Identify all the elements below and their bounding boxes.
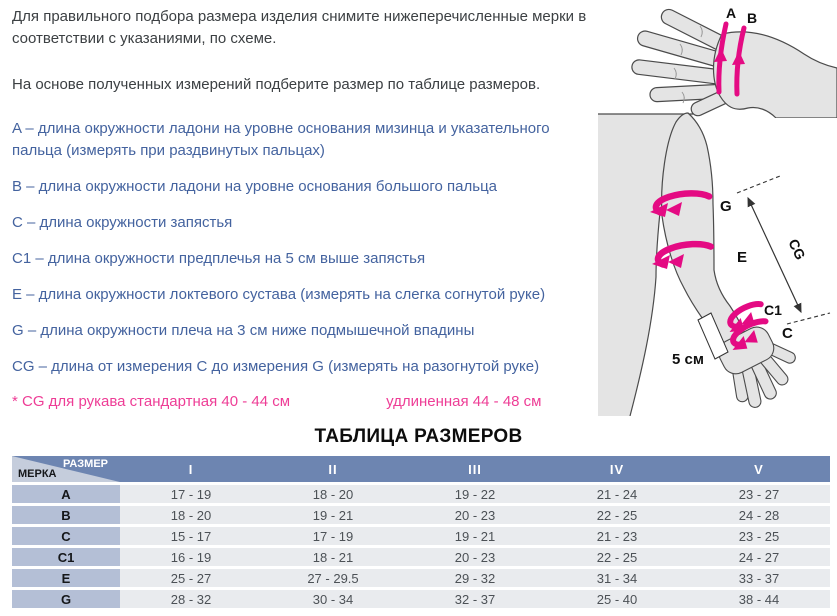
column-header-II: II xyxy=(262,456,404,482)
hand-label-a: A xyxy=(726,5,737,21)
intro-block xyxy=(12,6,602,96)
size-value-cell: 31 - 34 xyxy=(546,569,688,587)
table-row xyxy=(12,590,830,608)
measurement-item-a: A – длина окружности ладони на уровне основания мизинца и указательного пальца (измерять при раздвинутых пальцах) xyxy=(12,120,550,159)
size-value-cell: 32 - 37 xyxy=(404,590,546,608)
size-value-cell: 24 - 27 xyxy=(688,548,830,566)
row-label-А: А xyxy=(12,485,120,503)
arm-label-5cm: 5 см xyxy=(672,351,704,368)
size-value-cell: 18 - 20 xyxy=(120,506,262,524)
corner-label-size: РАЗМЕР xyxy=(62,458,108,470)
size-value-cell: 18 - 20 xyxy=(262,485,404,503)
arm-label-g: G xyxy=(720,198,732,215)
table-row xyxy=(12,527,830,545)
size-table xyxy=(12,453,830,611)
measurement-item-cg: CG – длина от измерения C до измерения G (измерять на разогнутой руке) xyxy=(12,358,540,375)
size-value-cell: 19 - 21 xyxy=(404,527,546,545)
corner-cell xyxy=(12,456,120,482)
arm-measurement-diagram xyxy=(598,112,837,416)
size-value-cell: 18 - 21 xyxy=(262,548,404,566)
size-value-cell: 21 - 23 xyxy=(546,527,688,545)
size-value-cell: 22 - 25 xyxy=(546,506,688,524)
row-label-Е: Е xyxy=(12,569,120,587)
row-label-В: В xyxy=(12,506,120,524)
size-value-cell: 24 - 28 xyxy=(688,506,830,524)
arm-label-cg: CG xyxy=(785,236,809,263)
table-row xyxy=(12,485,830,503)
size-value-cell: 17 - 19 xyxy=(262,527,404,545)
column-header-V: V xyxy=(688,456,830,482)
column-header-I: I xyxy=(120,456,262,482)
intro-paragraph-2: На основе полученных измерений подберите размер по таблице размеров. xyxy=(12,76,541,93)
arm-label-c: C xyxy=(782,325,793,342)
size-value-cell: 25 - 40 xyxy=(546,590,688,608)
size-value-cell: 17 - 19 xyxy=(120,485,262,503)
hand-measurement-diagram xyxy=(626,2,837,118)
size-value-cell: 20 - 23 xyxy=(404,548,546,566)
arm-label-c1: C1 xyxy=(764,302,782,318)
measurement-item-c: C – длина окружности запястья xyxy=(12,214,233,231)
size-value-cell: 27 - 29.5 xyxy=(262,569,404,587)
arm-label-e: E xyxy=(737,249,748,266)
measurement-list xyxy=(12,118,602,378)
size-value-cell: 38 - 44 xyxy=(688,590,830,608)
intro-paragraph-1: Для правильного подбора размера изделия снимите нижеперечисленные мерки в соответствии с указаниями, по схеме. xyxy=(12,8,587,47)
table-row xyxy=(12,506,830,524)
measurement-instructions xyxy=(12,6,602,412)
size-value-cell: 29 - 32 xyxy=(404,569,546,587)
row-label-C1: C1 xyxy=(12,548,120,566)
hand-label-b: B xyxy=(747,10,758,26)
row-label-G: G xyxy=(12,590,120,608)
sleeve-length-note xyxy=(12,392,602,412)
table-row xyxy=(12,548,830,566)
column-header-IV: IV xyxy=(546,456,688,482)
size-value-cell: 28 - 32 xyxy=(120,590,262,608)
note-extended: удлиненная 44 - 48 см xyxy=(386,393,542,410)
size-value-cell: 33 - 37 xyxy=(688,569,830,587)
note-standard: * CG для рукава стандартная 40 - 44 см xyxy=(12,393,291,410)
size-value-cell: 19 - 21 xyxy=(262,506,404,524)
measurement-item-g: G – длина окружности плеча на 3 см ниже подмышечной впадины xyxy=(12,322,475,339)
size-value-cell: 16 - 19 xyxy=(120,548,262,566)
corner-label-measure: МЕРКА xyxy=(18,468,57,480)
size-value-cell: 15 - 17 xyxy=(120,527,262,545)
measurement-item-b: B – длина окружности ладони на уровне основания большого пальца xyxy=(12,178,498,195)
size-value-cell: 23 - 25 xyxy=(688,527,830,545)
column-header-III: III xyxy=(404,456,546,482)
size-value-cell: 22 - 25 xyxy=(546,548,688,566)
size-table-header-row xyxy=(12,456,830,482)
size-value-cell: 21 - 24 xyxy=(546,485,688,503)
size-value-cell: 23 - 27 xyxy=(688,485,830,503)
table-row xyxy=(12,569,830,587)
size-value-cell: 19 - 22 xyxy=(404,485,546,503)
size-table-title: ТАБЛИЦА РАЗМЕРОВ xyxy=(314,426,523,447)
size-value-cell: 30 - 34 xyxy=(262,590,404,608)
measurement-item-c1: C1 – длина окружности предплечья на 5 см выше запястья xyxy=(12,250,426,267)
size-value-cell: 25 - 27 xyxy=(120,569,262,587)
measurement-item-e: E – длина окружности локтевого сустава (измерять на слегка согнутой руке) xyxy=(12,286,546,303)
size-table-body xyxy=(12,485,830,608)
size-value-cell: 20 - 23 xyxy=(404,506,546,524)
row-label-С: С xyxy=(12,527,120,545)
cg-arrow xyxy=(737,176,830,324)
